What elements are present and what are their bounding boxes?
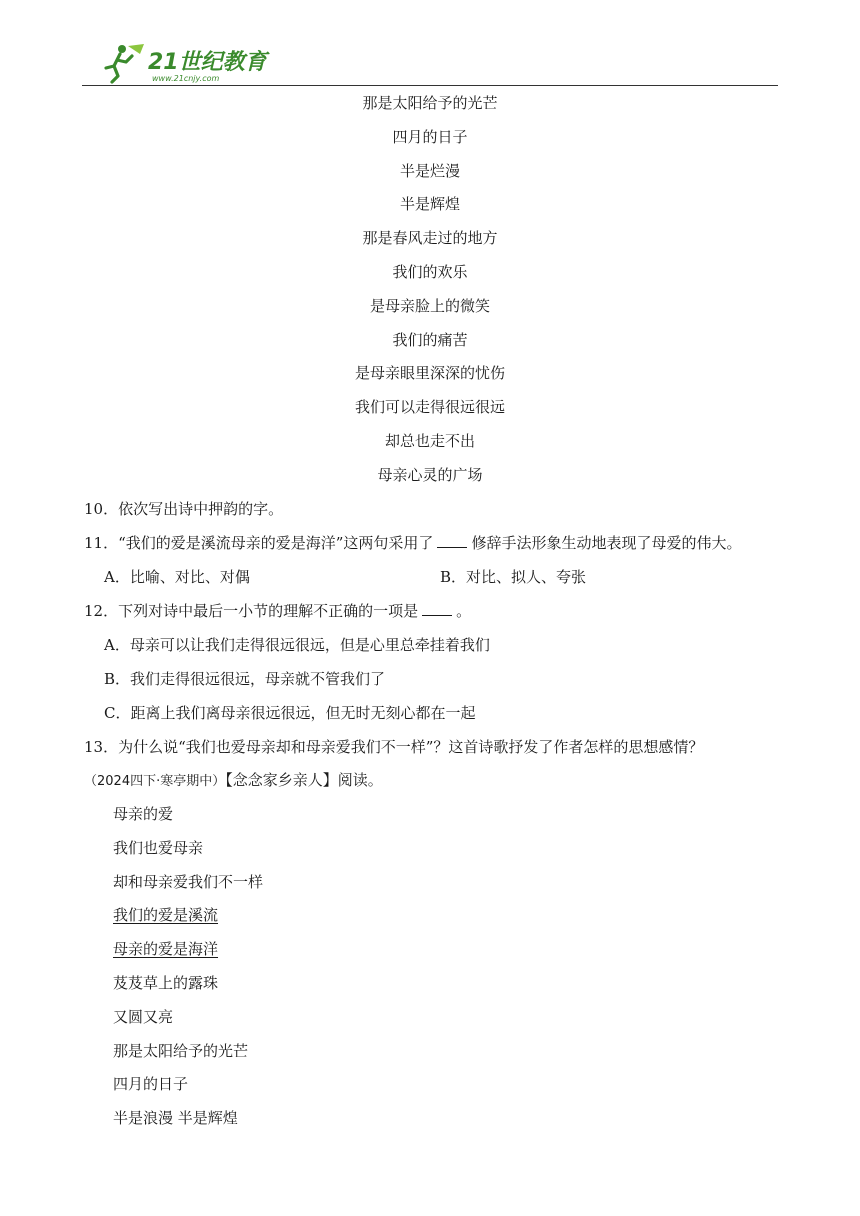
poem-line: 我们的痛苦 bbox=[392, 330, 468, 349]
header-rule bbox=[82, 85, 778, 86]
poem-line: 那是太阳给予的光芒 bbox=[113, 1041, 249, 1060]
question-13: 13．为什么说“我们也爱母亲却和母亲爱我们不一样”？这首诗歌抒发了作者怎样的思想感情？ bbox=[84, 738, 704, 756]
section-source: （2024四下·寒亭期中） bbox=[84, 774, 226, 789]
poem-line: 芨芨草上的露珠 bbox=[113, 974, 219, 992]
poem-line: 我们可以走得很远很远 bbox=[354, 398, 505, 417]
poem-line: 母亲的爱是海洋 bbox=[113, 940, 219, 959]
poem-line: 四月的日子 bbox=[113, 1075, 189, 1094]
poem-line: 我们的欢乐 bbox=[392, 263, 468, 281]
option-12-c: C．距离上我们离母亲很远很远，但无时无刻心都在一起 bbox=[104, 704, 476, 722]
section-title: 【念念家乡亲人】阅读。 bbox=[225, 771, 383, 789]
question-10: 10．依次写出诗中押韵的字。 bbox=[84, 500, 284, 518]
poem-line: 又圆又亮 bbox=[113, 1007, 174, 1026]
poem-line: 半是辉煌 bbox=[399, 195, 460, 214]
poem-line: 母亲的爱 bbox=[113, 805, 174, 823]
logo bbox=[104, 42, 274, 84]
poem-line: 我们也爱母亲 bbox=[113, 838, 204, 857]
answer-blank[interactable] bbox=[422, 601, 452, 616]
question-12-text: 12．下列对诗中最后一小节的理解不正确的一项是 bbox=[84, 602, 419, 620]
poem-line: 四月的日子 bbox=[392, 127, 468, 146]
option-12-b: B．我们走得很远很远，母亲就不管我们了 bbox=[104, 670, 386, 688]
poem-line: 半是烂漫 bbox=[399, 161, 460, 180]
question-11-text: 11．“我们的爱是溪流母亲的爱是海洋”这两句采用了 bbox=[84, 534, 434, 552]
option-12-a: A．母亲可以让我们走得很远很远，但是心里总牵挂着我们 bbox=[104, 636, 490, 654]
question-11-text-end: 修辞手法形象生动地表现了母爱的伟大。 bbox=[471, 534, 742, 552]
section-heading bbox=[84, 770, 383, 792]
option-11-b: B．对比、拟人、夸张 bbox=[440, 568, 587, 586]
poem-line: 却总也走不出 bbox=[384, 432, 475, 450]
logo-url: www.21cnjy.com bbox=[152, 74, 220, 83]
page-header bbox=[0, 0, 860, 90]
question-11 bbox=[84, 533, 741, 553]
poem-line: 却和母亲爱我们不一样 bbox=[113, 872, 264, 891]
poem-line: 是母亲脸上的微笑 bbox=[369, 296, 490, 315]
question-12-text-end: 。 bbox=[456, 602, 472, 620]
question-12 bbox=[84, 601, 471, 621]
poem-line: 母亲心灵的广场 bbox=[377, 465, 483, 484]
answer-blank[interactable] bbox=[437, 533, 467, 548]
poem-line: 那是太阳给予的光芒 bbox=[362, 94, 498, 112]
logo-text: 21世纪教育 bbox=[148, 50, 267, 75]
option-11-a: A．比喻、对比、对偶 bbox=[104, 568, 250, 586]
poem-line: 半是浪漫 半是辉煌 bbox=[113, 1109, 238, 1128]
poem-line: 是母亲眼里深深的忧伤 bbox=[354, 364, 505, 383]
running-man-icon bbox=[106, 44, 144, 82]
poem-line: 那是春风走过的地方 bbox=[362, 229, 498, 248]
poem-line: 我们的爱是溪流 bbox=[113, 906, 219, 925]
